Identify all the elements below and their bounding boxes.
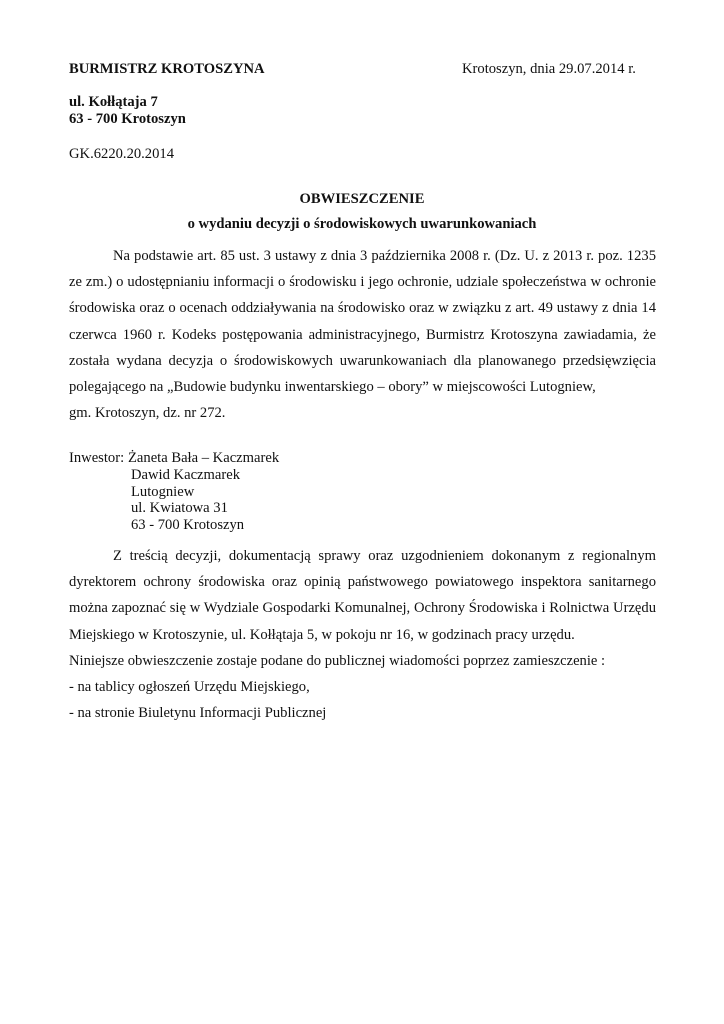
investor-line: ul. Kwiatowa 31 [131, 500, 228, 516]
closing-list-item: - na tablicy ogłoszeń Urzędu Miejskiego, [69, 679, 310, 695]
reference-number: GK.6220.20.2014 [69, 146, 174, 162]
paragraph-line: polegającego na „Budowie budynku inwentarskiego – obory” w miejscowości Lutogniew, [69, 379, 596, 396]
document-date: Krotoszyn, dnia 29.07.2014 r. [462, 61, 636, 77]
investor-line: Żaneta Bała – Kaczmarek [128, 450, 280, 466]
paragraph-line: gm. Krotoszyn, dz. nr 272. [69, 405, 226, 422]
investor-line: 63 - 700 Krotoszyn [131, 517, 245, 533]
paragraph-line: ze zm.) o udostępnianiu informacji o środowisku i jego ochronie, udziale społeczeństwa w ochronie [69, 274, 656, 291]
paragraph-line: czerwca 1960 r. Kodeks postępowania administracyjnego, Burmistrz Krotoszyna zawiadamia, że [69, 326, 656, 343]
paragraph-line: Miejskiego w Krotoszynie, ul. Kołłątaja 5, w pokoju nr 16, w godzinach pracy urzędu. [69, 626, 575, 643]
sender-address-street: ul. Kołłątaja 7 [69, 94, 158, 110]
paragraph-line: Z treścią decyzji, dokumentacją sprawy oraz uzgodnieniem dokonanym z regionalnym [113, 548, 656, 564]
closing-line: Niniejsze obwieszczenie zostaje podane do publicznej wiadomości poprzez zamieszczenie : [69, 653, 606, 669]
paragraph-line: dyrektorem ochrony środowiska oraz opinią państwowego powiatowego inspektora sanitarnego [69, 574, 656, 591]
document-title: OBWIESZCZENIE [299, 191, 425, 207]
paragraph-line: można zapoznać się w Wydziale Gospodarki Komunalnej, Ochrony Środowiska i Rolnictwa Urzędu [69, 600, 656, 617]
closing-list-item: - na stronie Biuletynu Informacji Publicznej [69, 705, 327, 721]
sender-name: BURMISTRZ KROTOSZYNA [69, 61, 265, 77]
paragraph-line: Na podstawie art. 85 ust. 3 ustawy z dnia 3 października 2008 r. (Dz. U. z 2013 r. poz. 1235 [113, 248, 656, 264]
access-paragraph [69, 543, 656, 648]
paragraph-line: środowiska oraz o ocenach oddziaływania na środowisko oraz w związku z art. 49 ustawy z dnia 14 [69, 300, 656, 317]
investor-label: Inwestor: [69, 450, 125, 466]
investor-line: Dawid Kaczmarek [131, 467, 240, 483]
sender-address-city: 63 - 700 Krotoszyn [69, 111, 186, 127]
notice-paragraph [69, 243, 656, 426]
investor-line: Lutogniew [131, 484, 195, 500]
document-subtitle: o wydaniu decyzji o środowiskowych uwarunkowaniach [187, 216, 537, 232]
paragraph-line: została wydana decyzja o środowiskowych uwarunkowaniach dla planowanego przedsięwzięcia [69, 352, 656, 369]
